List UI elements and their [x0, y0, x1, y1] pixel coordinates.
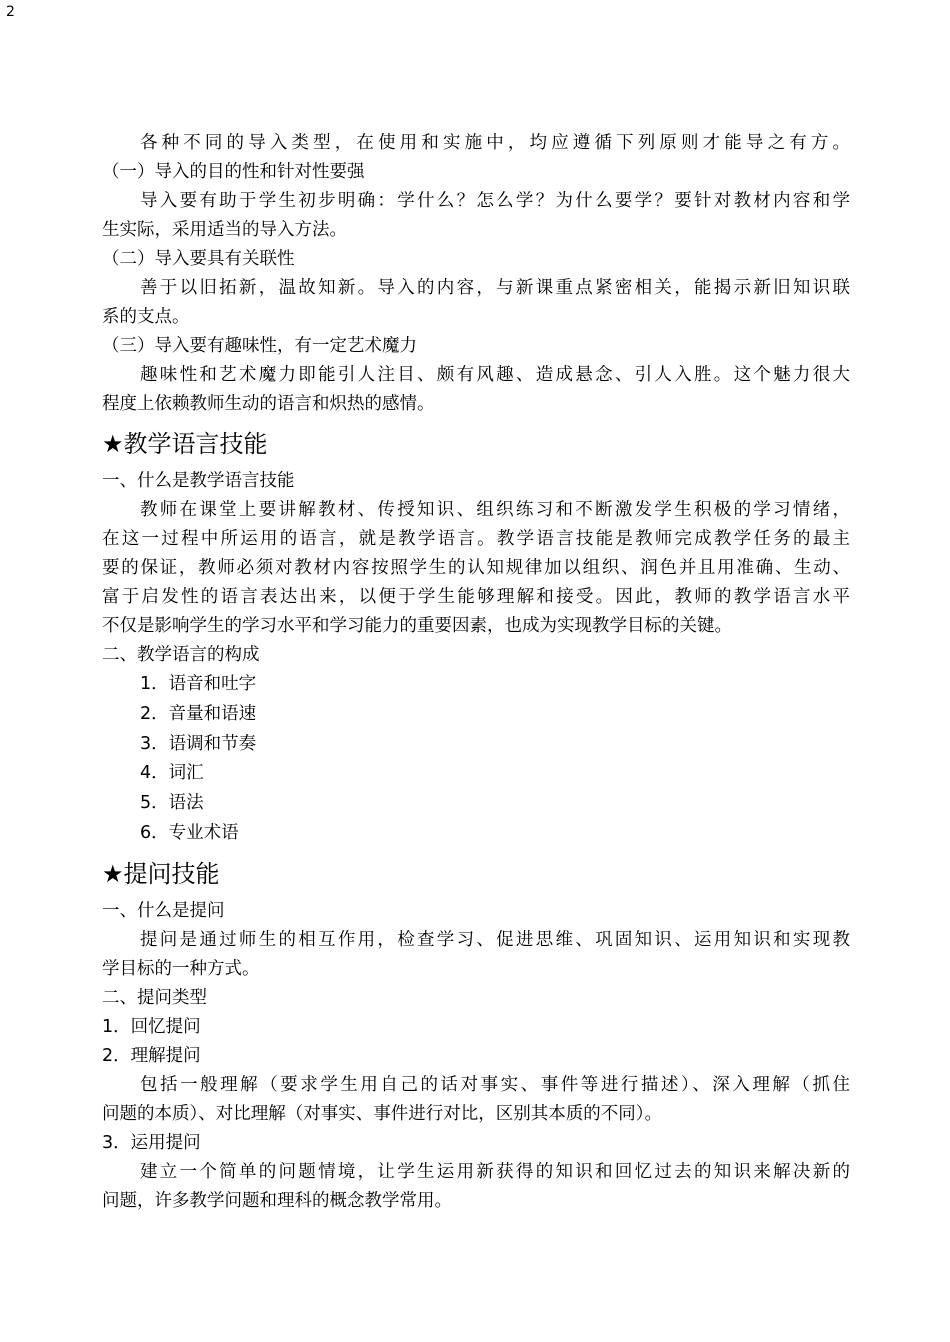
- question-type-application: 3．运用提问: [102, 1132, 201, 1153]
- language-paragraph-line: 富于启发性的语言表达出来，以便于学生能够理解和接受。因此，教师的教学语言水平: [102, 587, 850, 607]
- list-item: 6．专业术语: [140, 822, 239, 843]
- list-item: 3．语调和节奏: [140, 733, 257, 754]
- list-item: 2．音量和语速: [140, 703, 257, 724]
- subheading-what-is-language-skill: 一、什么是教学语言技能: [102, 471, 295, 491]
- application-text-line: 问题，许多教学问题和理科的概念教学常用。: [102, 1190, 452, 1211]
- question-type-comprehension: 2．理解提问: [102, 1045, 201, 1066]
- comprehension-text-line: 问题的本质）、对比理解（对事实、事件进行对比，区别其本质的不同）。: [102, 1103, 662, 1124]
- section-title-language-skill: ★教学语言技能: [102, 430, 268, 458]
- document-body: [102, 129, 850, 1216]
- subheading-question-types: 二、提问类型: [102, 987, 207, 1008]
- comprehension-text-line: 包括一般理解（要求学生用自己的话对事实、事件等进行描述）、深入理解（抓住: [140, 1074, 850, 1095]
- principle-text-2a: 善于以旧拓新，温故知新。导入的内容，与新课重点紧密相关，能揭示新旧知识联: [140, 278, 850, 298]
- principle-heading-3: （三）导入要有趣味性，有一定艺术魔力: [102, 336, 417, 356]
- question-paragraph-line: 学目标的一种方式。: [102, 958, 260, 979]
- language-paragraph-line: 不仅是影响学生的学习水平和学习能力的重要因素，也成为实现教学目标的关键。: [102, 616, 732, 636]
- principle-text-1b: 生实际，采用适当的导入方法。: [102, 220, 347, 240]
- principle-text-2b: 系的支点。: [102, 307, 190, 327]
- language-paragraph-line: 要的保证，教师必须对教材内容按照学生的认知规律加以组织、润色并且用准确、生动、: [102, 558, 850, 578]
- application-text-line: 建立一个简单的问题情境，让学生运用新获得的知识和回忆过去的知识来解决新的: [140, 1161, 850, 1182]
- language-paragraph-line: 在这一过程中所运用的语言，就是教学语言。教学语言技能是教师完成教学任务的最主: [102, 529, 850, 549]
- subheading-what-is-question: 一、什么是提问: [102, 900, 225, 921]
- language-paragraph-line: 教师在课堂上要讲解教材、传授知识、组织练习和不断激发学生积极的学习情绪，: [140, 500, 850, 520]
- list-item: 5．语法: [140, 793, 204, 814]
- list-item: 4．词汇: [140, 763, 204, 784]
- section-title-question-skill: ★提问技能: [102, 859, 220, 888]
- question-type-recall: 1．回忆提问: [102, 1016, 201, 1037]
- question-paragraph-line: 提问是通过师生的相互作用，检查学习、促进思维、巩固知识、运用知识和实现教: [140, 929, 850, 950]
- principle-heading-2: （二）导入要具有关联性: [102, 249, 295, 269]
- principle-text-3b: 程度上依赖教师生动的语言和炽热的感情。: [102, 394, 435, 414]
- subheading-language-composition: 二、教学语言的构成: [102, 645, 260, 665]
- list-item: 1．语音和吐字: [140, 674, 257, 694]
- page-number: 2: [6, 4, 15, 20]
- intro-paragraph: 各种不同的导入类型，在使用和实施中，均应遵循下列原则才能导之有方。: [140, 133, 850, 153]
- principle-heading-1: （一）导入的目的性和针对性要强: [102, 162, 365, 182]
- principle-text-1a: 导入要有助于学生初步明确：学什么？怎么学？为什么要学？要针对教材内容和学: [140, 191, 850, 211]
- principle-text-3a: 趣味性和艺术魔力即能引人注目、颇有风趣、造成悬念、引人入胜。这个魅力很大: [140, 365, 850, 385]
